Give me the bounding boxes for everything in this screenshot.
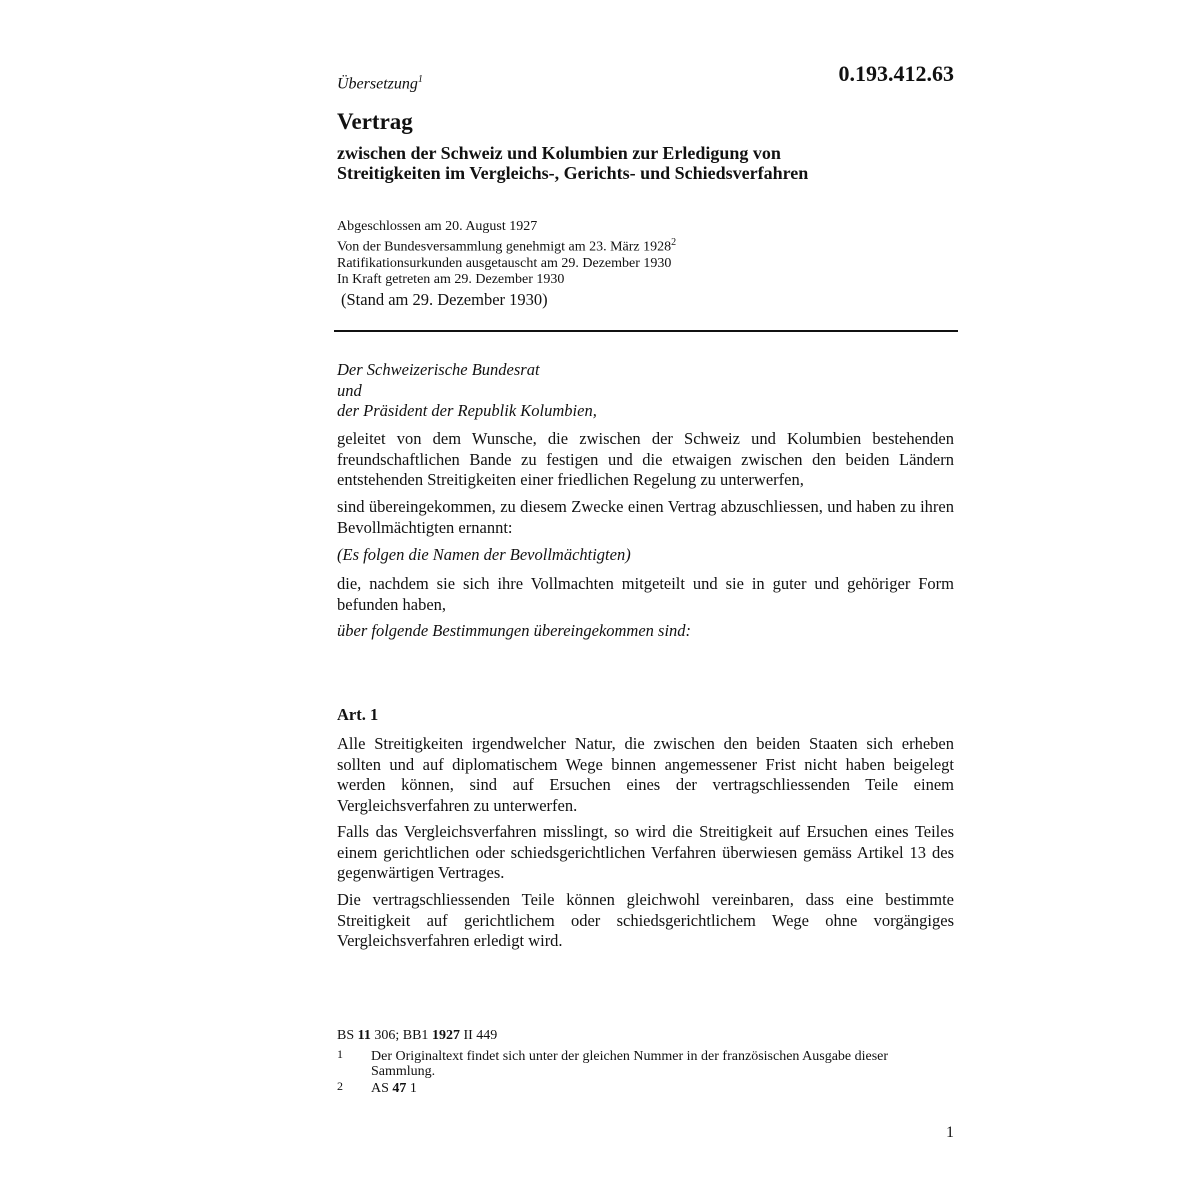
party-1: Der Schweizerische Bundesrat <box>337 360 540 379</box>
translation-text: Übersetzung <box>337 75 418 93</box>
in-force-date: In Kraft getreten am 29. Dezember 1930 <box>337 271 565 287</box>
footnote-ref-1[interactable]: 1 <box>417 74 423 85</box>
source-bs-page: 306; BB1 <box>374 1028 429 1043</box>
article-1-paragraph-1: Alle Streitigkeiten irgendwelcher Natur, die zwischen den beiden Staaten sich erheben sollten und auf diplomatischem Wege binnen angemessener Frist nicht haben beigelegt werden können, sind auf Ersuchen eines der vertragschliessenden Teile einem Vergleichsverfahren zu unterwerfen. <box>337 734 954 815</box>
approval-date <box>337 235 957 256</box>
preamble-parties <box>337 360 954 422</box>
footnote-2-as: AS <box>371 1081 389 1096</box>
subtitle-line-1: zwischen der Schweiz und Kolumbien zur Erledigung von <box>337 143 781 163</box>
footnote-2-number: 2 <box>337 1079 343 1093</box>
party-2: der Präsident der Republik Kolumbien, <box>337 401 597 420</box>
footnote-ref-2[interactable]: 2 <box>671 237 677 248</box>
document-subtitle <box>337 143 957 183</box>
subtitle-line-2: Streitigkeiten im Vergleichs-, Gerichts- und Schiedsverfahren <box>337 163 809 183</box>
preamble-paragraph-1: geleitet von dem Wunsche, die zwischen der Schweiz und Kolumbien bestehenden freundschaftlichen Bande zu festigen und die etwaigen zwischen den beiden Ländern entstehenden Streitigkeiten einer friedlichen Regelung zu unterwerfen, <box>337 429 954 489</box>
source-bbl-year: 1927 <box>431 1028 460 1043</box>
preamble-paragraph-4: die, nachdem sie sich ihre Vollmachten mitgeteilt und sie in guter und gehöriger Form befunden haben, <box>337 574 954 614</box>
translation-label <box>337 74 423 93</box>
concluded-date: Abgeschlossen am 20. August 1927 <box>337 219 538 234</box>
article-1-paragraph-3: Die vertragschliessenden Teile können gleichwohl vereinbaren, dass eine bestimmte Streitigkeit auf gerichtlichem oder schiedsgerichtlichem Wege ohne vorgängiges Vergleichsverfahren erledigt wird. <box>337 890 954 950</box>
page-number: 1 <box>946 1124 954 1141</box>
footnote-2-volume: 47 <box>392 1081 407 1096</box>
header-divider <box>334 330 958 332</box>
preamble-paragraph-3: (Es folgen die Namen der Bevollmächtigten) <box>337 545 631 564</box>
approval-text: Von der Bundesversammlung genehmigt am 23. März 1928 <box>337 239 672 255</box>
source-bs-volume: 11 <box>357 1028 371 1043</box>
source-bbl-rest: II 449 <box>463 1028 498 1043</box>
source-bs: BS <box>337 1028 355 1043</box>
treaty-metadata <box>337 219 957 288</box>
ratification-date: Ratifikationsurkunden ausgetauscht am 29. Dezember 1930 <box>337 255 672 271</box>
document-title: Vertrag <box>337 109 413 134</box>
party-conjunction: und <box>337 380 362 400</box>
preamble-paragraph-2: sind übereingekommen, zu diesem Zwecke einen Vertrag abzuschliessen, und haben zu ihren Bevollmächtigten ernannt: <box>337 497 954 537</box>
article-1-paragraph-2: Falls das Vergleichsverfahren misslingt, so wird die Streitigkeit auf Ersuchen eines Teiles einem gerichtlichen oder schiedsgerichtlichen Verfahren überwiesen gemäss Artikel 13 des gegenwärtigen Vertrages. <box>337 822 954 882</box>
preamble-paragraph-5: über folgende Bestimmungen übereingekommen sind: <box>337 621 692 640</box>
footnote-2-text <box>371 1081 417 1096</box>
source-reference <box>337 1028 497 1043</box>
footnote-2-page: 1 <box>409 1081 417 1096</box>
footnote-1-number: 1 <box>337 1047 343 1061</box>
footnote-1-text: Der Originaltext findet sich unter der gleichen Nummer in der französischen Ausgabe dieser Sammlung. <box>371 1049 889 1079</box>
status-date: (Stand am 29. Dezember 1930) <box>341 290 548 309</box>
article-1-heading: Art. 1 <box>337 705 379 724</box>
sr-number: 0.193.412.63 <box>838 61 954 86</box>
